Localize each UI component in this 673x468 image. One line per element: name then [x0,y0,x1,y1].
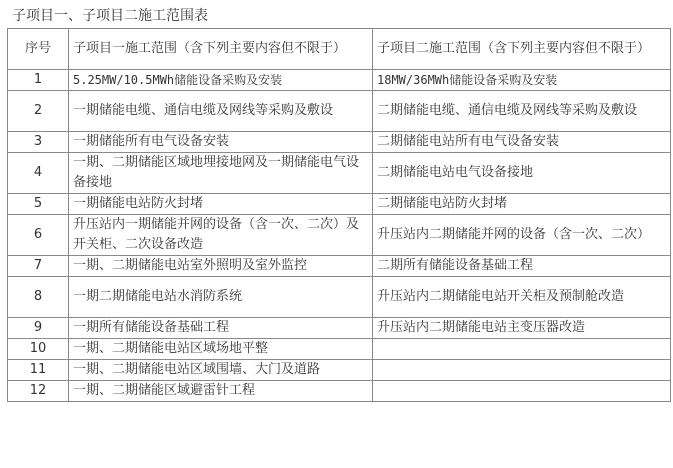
row-project1: 一期、二期储能区域地埋接地网及一期储能电气设备接地 [69,153,373,194]
row-seq: 8 [8,277,69,318]
table-row [8,153,671,194]
row-project1: 一期二期储能电站水消防系统 [69,277,373,318]
row-seq: 9 [8,318,69,339]
row-project1: 一期、二期储能电站区域围墙、大门及道路 [69,360,373,381]
row-project1: 一期所有储能设备基础工程 [69,318,373,339]
row-project1: 一期储能所有电气设备安装 [69,132,373,153]
row-project2: 18MW/36MWh储能设备采购及安装 [373,70,671,91]
row-project1: 一期、二期储能区域避雷针工程 [69,381,373,402]
row-project2 [373,360,671,381]
header-project1: 子项目一施工范围（含下列主要内容但不限于） [69,29,373,70]
row-project2: 升压站内二期储能并网的设备（含一次、二次） [373,215,671,256]
row-project2: 二期储能电缆、通信电缆及网线等采购及敷设 [373,91,671,132]
row-seq: 5 [8,194,69,215]
table-row [8,339,671,360]
table-row [8,132,671,153]
row-project1: 一期、二期储能电站室外照明及室外监控 [69,256,373,277]
table-row [8,215,671,256]
row-project2: 升压站内二期储能电站开关柜及预制舱改造 [373,277,671,318]
row-seq: 2 [8,91,69,132]
table-row [8,194,671,215]
row-project2: 二期储能电站所有电气设备安装 [373,132,671,153]
row-seq: 4 [8,153,69,194]
row-project1: 升压站内一期储能并网的设备（含一次、二次）及开关柜、二次设备改造 [69,215,373,256]
row-seq: 1 [8,70,69,91]
row-seq: 10 [8,339,69,360]
row-project2: 升压站内二期储能电站主变压器改造 [373,318,671,339]
row-seq: 6 [8,215,69,256]
table-row [8,91,671,132]
row-seq: 12 [8,381,69,402]
row-project2 [373,381,671,402]
row-project2: 二期储能电站电气设备接地 [373,153,671,194]
header-seq: 序号 [8,29,69,70]
table-row [8,277,671,318]
table-header-row [8,29,671,70]
row-project1: 一期、二期储能电站区域场地平整 [69,339,373,360]
row-seq: 7 [8,256,69,277]
table-row [8,70,671,91]
table-row [8,256,671,277]
row-seq: 11 [8,360,69,381]
construction-scope-table [7,28,671,402]
table-row [8,381,671,402]
row-project2: 二期储能电站防火封堵 [373,194,671,215]
row-project1: 5.25MW/10.5MWh储能设备采购及安装 [69,70,373,91]
row-project1: 一期储能电缆、通信电缆及网线等采购及敷设 [69,91,373,132]
row-seq: 3 [8,132,69,153]
row-project2: 二期所有储能设备基础工程 [373,256,671,277]
row-project2 [373,339,671,360]
table-title: 子项目一、子项目二施工范围表 [12,8,208,24]
table-row [8,360,671,381]
table-row [8,318,671,339]
row-project1: 一期储能电站防火封堵 [69,194,373,215]
header-project2: 子项目二施工范围（含下列主要内容但不限于） [373,29,671,70]
